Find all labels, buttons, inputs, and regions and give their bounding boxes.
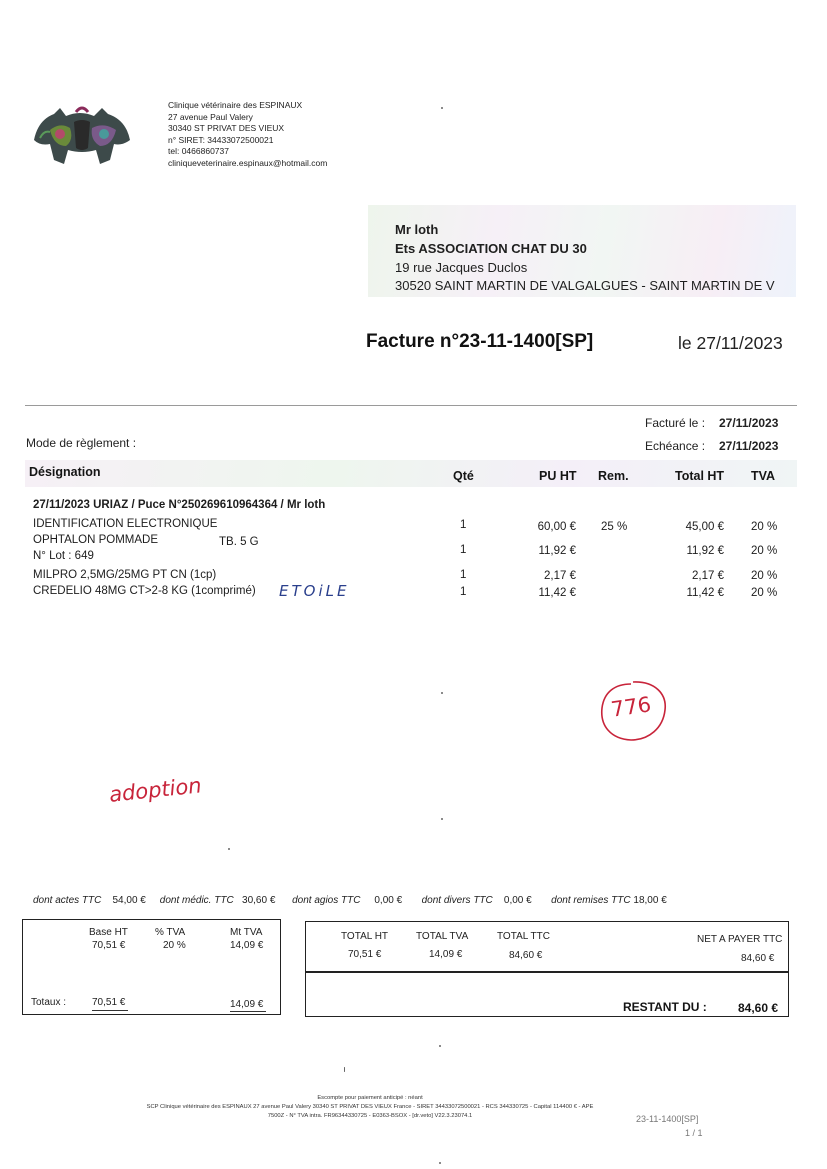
clinic-name: Clinique vétérinaire des ESPINAUX: [168, 100, 303, 110]
billed-label: Facturé le :: [645, 416, 706, 430]
total-ht: 70,51 €: [348, 949, 382, 960]
row-3-qty: 1: [460, 569, 467, 581]
vat-totals-underline: [92, 1010, 128, 1011]
net-value: 84,60 €: [741, 953, 775, 964]
row-4-tva: 20 %: [751, 587, 778, 599]
scan-speck: [439, 1162, 441, 1164]
scan-speck: [441, 692, 443, 694]
row-1-qty: 1: [460, 519, 467, 531]
total-ttc-label: TOTAL TTC: [497, 931, 550, 942]
clinic-siret: n° SIRET: 34433072500021: [168, 134, 274, 145]
scan-speck: [228, 848, 230, 850]
col-qty: Qté: [453, 469, 474, 483]
line-group-header: 27/11/2023 URIAZ / Puce N°250269610964364 / Mr loth: [33, 499, 326, 511]
vat-mt-label: Mt TVA: [230, 927, 263, 938]
vat-base: 70,51 €: [92, 940, 126, 951]
summary-medic-label: dont médic. TTC: [159, 895, 234, 906]
row-2-designation: OPHTALON POMMADE: [33, 534, 159, 546]
header-divider: [25, 405, 797, 406]
footer-page: 1 / 1: [685, 1128, 703, 1138]
row-2-pu: 11,92 €: [538, 545, 576, 557]
summary-divers-value: 0,00 €: [503, 895, 532, 906]
footer-discount: Escompte pour paiement anticipé : néant: [317, 1095, 423, 1101]
handwritten-number: 776: [609, 692, 653, 722]
row-1-tva: 20 %: [751, 521, 778, 533]
row-4-designation: CREDELIO 48MG CT>2-8 KG (1comprimé): [33, 585, 256, 597]
clinic-address: [168, 100, 327, 170]
scan-speck: [441, 107, 443, 109]
row-1-pu: 60,00 €: [537, 521, 576, 533]
summary-remises-label: dont remises TTC: [551, 895, 631, 906]
row-2-tva: 20 %: [751, 545, 778, 557]
due-date: 27/11/2023: [719, 439, 779, 453]
vat-totals-base: 70,51 €: [92, 997, 126, 1008]
restant-value: 84,60 €: [738, 1001, 779, 1015]
clinic-logo: [30, 100, 135, 170]
vat-totals-label: Totaux :: [31, 997, 67, 1008]
row-1-designation: IDENTIFICATION ELECTRONIQUE: [33, 518, 218, 530]
footer-ref: 23-11-1400[SP]: [636, 1114, 699, 1124]
vat-totals-mt: 14,09 €: [230, 999, 264, 1010]
col-rem: Rem.: [598, 469, 629, 483]
handwritten-circled-number: [597, 678, 669, 744]
col-designation: Désignation: [29, 465, 101, 479]
row-4-pu: 11,42 €: [538, 587, 576, 599]
summary-agios-value: 0,00 €: [374, 895, 403, 906]
vat-pct-label: % TVA: [155, 927, 186, 938]
invoice-date: le 27/11/2023: [678, 333, 783, 353]
net-label: NET A PAYER TTC: [697, 934, 783, 945]
total-ht-label: TOTAL HT: [341, 931, 389, 942]
total-tva-label: TOTAL TVA: [416, 931, 469, 942]
clinic-phone: tel: 0466860737: [168, 146, 229, 157]
row-2-total: 11,92 €: [686, 545, 724, 557]
handwritten-adoption: adoption: [108, 773, 203, 807]
due-label: Echéance :: [645, 439, 706, 453]
invoice-title: Facture n°23-11-1400[SP]: [366, 331, 594, 352]
total-tva: 14,09 €: [429, 949, 463, 960]
vat-base-label: Base HT: [89, 927, 128, 938]
footer-vat: 7500Z - N° TVA intra. FR96344330725 - E0363-BSOX - [dr.veto] V22.3.23074.1: [267, 1113, 473, 1119]
payment-method-label: Mode de règlement :: [26, 436, 137, 450]
row-4-total: 11,42 €: [686, 587, 724, 599]
row-3-total: 2,17 €: [692, 570, 724, 582]
row-1-rem: 25 %: [601, 521, 628, 533]
row-3-designation: MILPRO 2,5MG/25MG PT CN (1cp): [33, 569, 217, 581]
total-ttc: 84,60 €: [509, 950, 543, 961]
billed-date: 27/11/2023: [719, 416, 779, 430]
clinic-email: cliniqueveterinaire.espinaux@hotmail.com: [168, 157, 328, 168]
row-2-qty: 1: [460, 544, 467, 556]
scan-speck: [441, 818, 443, 820]
vat-totals-underline: [230, 1011, 266, 1012]
row-1-total: 45,00 €: [685, 521, 724, 533]
footer-company: SCP Clinique vétérinaire des ESPINAUX 27 avenue Paul Valery 30340 ST PRIVAT DES VIEUX France - SIRET 34433072500021 - RCS 344330725 - Capital 114400 € - APE: [146, 1104, 594, 1110]
restant-label: RESTANT DU :: [623, 1000, 707, 1014]
recipient-company: Ets ASSOCIATION CHAT DU 30: [395, 241, 587, 256]
clinic-city: 30340 ST PRIVAT DES VIEUX: [168, 123, 285, 134]
clinic-street: 27 avenue Paul Valery: [168, 111, 253, 122]
vat-pct: 20 %: [163, 940, 186, 951]
row-2-lot: N° Lot : 649: [33, 550, 94, 562]
col-tva: TVA: [751, 469, 776, 483]
recipient-street: 19 rue Jacques Duclos: [395, 260, 528, 275]
handwritten-etoile: ETOiLE: [279, 582, 350, 600]
scan-speck: [344, 1067, 345, 1072]
col-pu-ht: PU HT: [539, 469, 577, 483]
row-4-qty: 1: [460, 586, 467, 598]
col-total-ht: Total HT: [675, 469, 725, 483]
summary-agios-label: dont agios TTC: [292, 895, 361, 906]
row-3-pu: 2,17 €: [544, 570, 576, 582]
totals-divider: [305, 971, 789, 973]
vat-mt: 14,09 €: [230, 940, 264, 951]
scan-speck: [439, 1045, 441, 1047]
summary-remises-value: 18,00 €: [633, 895, 667, 906]
recipient-city: 30520 SAINT MARTIN DE VALGALGUES - SAINT MARTIN DE V: [395, 278, 775, 293]
row-3-tva: 20 %: [751, 570, 778, 582]
summary-medic-value: 30,60 €: [242, 895, 276, 906]
summary-line: [33, 895, 667, 906]
summary-actes-value: 54,00 €: [112, 895, 146, 906]
row-2-extra: TB. 5 G: [219, 536, 259, 548]
recipient-name: Mr loth: [395, 222, 439, 237]
summary-actes-label: dont actes TTC: [33, 895, 102, 906]
recipient-block: [368, 205, 796, 297]
summary-divers-label: dont divers TTC: [421, 895, 493, 906]
